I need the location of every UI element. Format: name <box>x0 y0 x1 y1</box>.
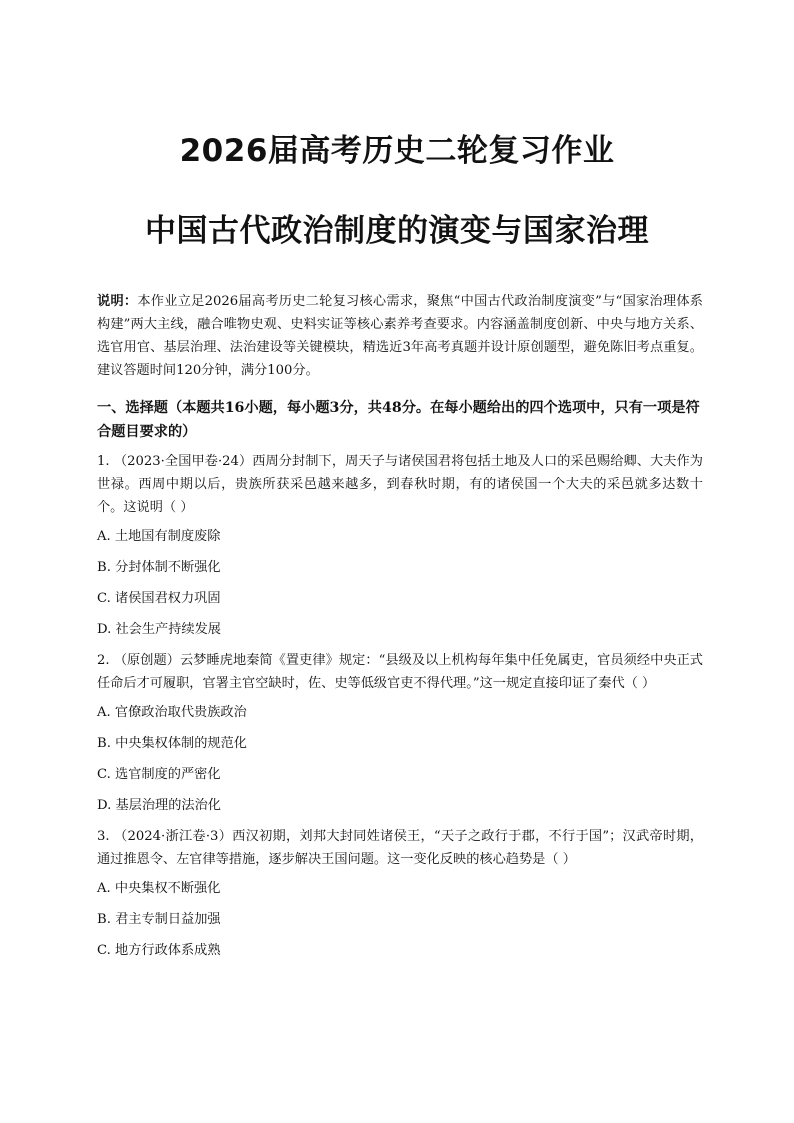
question-stem: 3. （2024·浙江卷·3）西汉初期，刘邦大封同姓诸侯王，“天子之政行于郡，不行于国”；汉武帝时期，通过推恩令、左官律等措施，逐步解决王国问题。这一变化反映的核心趋势是（ ） <box>97 829 703 867</box>
document-body <box>97 290 703 970</box>
instructions-label: 说明： <box>97 294 138 309</box>
option-a: A. 中央集权不断强化 <box>97 881 221 896</box>
option-b: B. 君主专制日益加强 <box>97 912 221 927</box>
document-subtitle: 中国古代政治制度的演变与国家治理 <box>145 213 649 249</box>
instructions-paragraph <box>97 290 703 382</box>
instructions-text: 本作业立足2026届高考历史二轮复习核心需求，聚焦“中国古代政治制度演变”与“国家治理体系构建”两大主线，融合唯物史观、史料实证等核心素养考查要求。内容涵盖制度创新、中央与地方关系、选官用官、基层治理、法治建设等关键模块，精选近3年高考真题并设计原创题型，避免陈旧考点重复。建议答题时间120分钟，满分100分。 <box>97 294 703 378</box>
option-c: C. 选官制度的严密化 <box>97 767 221 782</box>
option-c: C. 诸侯国君权力巩固 <box>97 591 221 606</box>
question-stem: 2. （原创题）云梦睡虎地秦简《置吏律》规定：“县级及以上机构每年集中任免属吏，官员须经中央正式任命后才可履职，官署主官空缺时，佐、史等低级官吏不得代理。”这一规定直接印证了秦代（ ） <box>97 653 703 691</box>
option-b: B. 中央集权体制的规范化 <box>97 736 247 751</box>
question-3 <box>97 825 703 970</box>
document-title: 2026届高考历史二轮复习作业 <box>179 133 615 169</box>
option-d: D. 基层治理的法治化 <box>97 798 221 813</box>
option-a: A. 官僚政治取代贵族政治 <box>97 705 247 720</box>
question-stem: 1. （2023·全国甲卷·24）西周分封制下，周天子与诸侯国君将包括土地及人口的采邑赐给卿、大夫作为世禄。西周中期以后，贵族所获采邑越来越多，到春秋时期，有的诸侯国一个大夫的采邑就多达数十个。这说明（ ） <box>97 454 703 515</box>
question-1 <box>97 450 703 649</box>
section-heading-choice: 一、选择题（本题共16小题，每小题3分，共48分。在每小题给出的四个选项中，只有一项是符合题目要求的） <box>97 400 700 440</box>
option-b: B. 分封体制不断强化 <box>97 560 221 575</box>
option-c: C. 地方行政体系成熟 <box>97 943 221 958</box>
question-2 <box>97 649 703 825</box>
option-a: A. 土地国有制度废除 <box>97 529 221 544</box>
option-d: D. 社会生产持续发展 <box>97 622 221 637</box>
